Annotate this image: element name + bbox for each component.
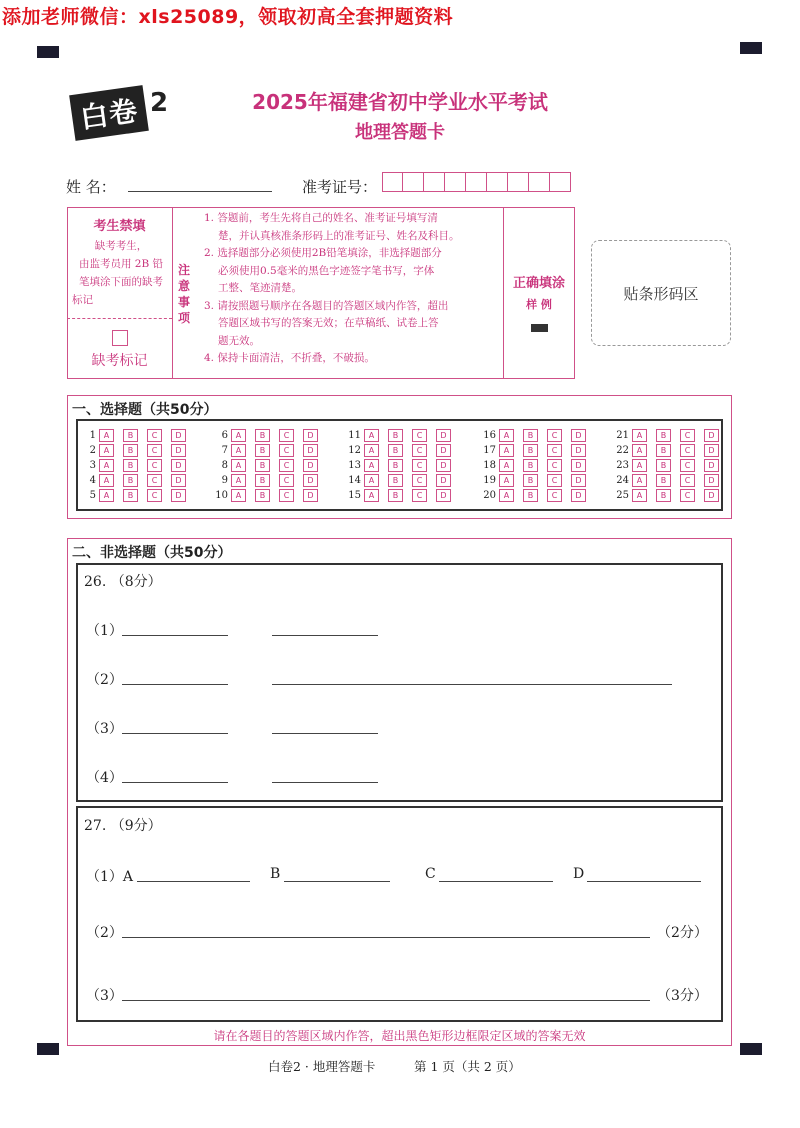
choice-row [214, 488, 327, 503]
q27-part-label: （2） [86, 925, 123, 941]
option-bubble[interactable]: B [388, 429, 403, 442]
question-number: 10 [215, 490, 228, 501]
option-bubble[interactable]: D [704, 429, 719, 442]
question-number: 24 [616, 475, 629, 486]
choice-row [482, 488, 595, 503]
forbidden-desc: 缺考考生， 由监考员用 2B 铅 笔填涂下面的缺考 标记 [72, 240, 164, 306]
option-bubble[interactable]: D [436, 459, 451, 472]
q26-part-label: （4） [86, 770, 123, 786]
answer-line[interactable] [272, 767, 378, 783]
option-bubble[interactable]: A [231, 429, 246, 442]
option-bubble[interactable]: A [499, 429, 514, 442]
choice-row [615, 428, 728, 443]
choice-row [82, 488, 195, 503]
option-bubble[interactable]: B [255, 474, 270, 487]
option-bubble[interactable]: B [656, 429, 671, 442]
option-bubble[interactable]: C [547, 429, 562, 442]
corner-mark [740, 1043, 762, 1055]
option-bubble[interactable]: C [680, 459, 695, 472]
option-bubble[interactable]: A [364, 459, 379, 472]
option-bubble[interactable]: B [523, 489, 538, 502]
option-bubble[interactable]: D [571, 474, 586, 487]
option-bubble[interactable]: C [279, 429, 294, 442]
question-number: 12 [348, 445, 361, 456]
sample-title: 正确填涂 [512, 276, 565, 291]
divider [172, 207, 173, 379]
choice-row [347, 488, 460, 503]
answer-line[interactable] [587, 866, 701, 882]
option-bubble[interactable]: A [99, 474, 114, 487]
option-bubble[interactable]: A [99, 429, 114, 442]
question-number: 21 [616, 430, 629, 441]
promo-banner: 添加老师微信：xls25089，领取初高全套押题资料 [2, 6, 454, 28]
option-bubble[interactable]: D [571, 489, 586, 502]
option-bubble[interactable]: C [412, 429, 427, 442]
option-bubble[interactable]: D [303, 444, 318, 457]
choice-row [615, 443, 728, 458]
section-nonchoice-title: 二、非选择题（共50分） [72, 545, 232, 561]
question-number: 20 [483, 490, 496, 501]
answer-line[interactable] [439, 866, 553, 882]
option-bubble[interactable]: C [680, 429, 695, 442]
option-bubble[interactable]: A [99, 459, 114, 472]
paper-logo-number: 2 [150, 88, 169, 118]
choice-row [214, 443, 327, 458]
question-number: 11 [348, 430, 361, 441]
option-bubble[interactable]: B [255, 489, 270, 502]
section-choice-title: 一、选择题（共50分） [72, 402, 218, 418]
choice-row [82, 473, 195, 488]
id-number-boxes[interactable] [382, 172, 571, 192]
option-bubble[interactable]: A [364, 429, 379, 442]
option-bubble[interactable]: C [147, 459, 162, 472]
question-number: 17 [483, 445, 496, 456]
name-field[interactable] [128, 176, 272, 192]
option-bubble[interactable]: C [547, 444, 562, 457]
q26-part-label: （2） [86, 672, 123, 688]
notice-label: 注 意 事 项 [178, 263, 191, 325]
option-bubble[interactable]: C [279, 459, 294, 472]
footer-left: 白卷2 · 地理答题卡 [268, 1059, 376, 1074]
option-bubble[interactable]: D [303, 489, 318, 502]
exam-title: 2025年福建省初中学业水平考试 [252, 90, 548, 114]
option-bubble[interactable]: B [656, 444, 671, 457]
q27-c-label: C [425, 866, 436, 882]
option-bubble[interactable]: B [255, 459, 270, 472]
option-bubble[interactable]: A [231, 474, 246, 487]
choice-row [214, 458, 327, 473]
choice-row [615, 458, 728, 473]
question-number: 7 [221, 445, 228, 456]
option-bubble[interactable]: B [388, 474, 403, 487]
choice-row [214, 473, 327, 488]
option-bubble[interactable]: C [680, 489, 695, 502]
option-bubble[interactable]: A [99, 489, 114, 502]
choice-row [615, 473, 728, 488]
paper-logo: 白卷 [69, 85, 149, 141]
choice-row [482, 458, 595, 473]
option-bubble[interactable]: D [436, 474, 451, 487]
q27-header: 27. （9分） [84, 818, 162, 834]
option-bubble[interactable]: B [656, 489, 671, 502]
option-bubble[interactable]: B [656, 459, 671, 472]
question-number: 25 [616, 490, 629, 501]
option-bubble[interactable]: D [303, 459, 318, 472]
q27-d-label: D [573, 866, 585, 882]
option-bubble[interactable]: B [656, 474, 671, 487]
question-number: 13 [348, 460, 361, 471]
option-bubble[interactable]: A [499, 459, 514, 472]
option-bubble[interactable]: B [123, 474, 138, 487]
divider [67, 318, 172, 319]
option-bubble[interactable]: A [364, 444, 379, 457]
option-bubble[interactable]: D [571, 459, 586, 472]
q26-header: 26. （8分） [84, 574, 162, 590]
question-number: 22 [616, 445, 629, 456]
question-number: 9 [221, 475, 228, 486]
option-bubble[interactable]: D [571, 429, 586, 442]
answer-line[interactable] [122, 620, 228, 636]
option-bubble[interactable]: D [704, 444, 719, 457]
choice-row [214, 428, 327, 443]
option-bubble[interactable]: C [680, 444, 695, 457]
sample-sub: 样 例 [526, 298, 552, 311]
question-number: 16 [483, 430, 496, 441]
option-bubble[interactable]: B [123, 489, 138, 502]
q26-part-label: （1） [86, 623, 123, 639]
answer-line[interactable] [137, 866, 250, 882]
footer-page: 第 1 页（共 2 页） [414, 1059, 521, 1074]
answer-line[interactable] [122, 718, 228, 734]
choice-row [482, 443, 595, 458]
corner-mark [37, 1043, 59, 1055]
option-bubble[interactable]: A [364, 489, 379, 502]
q27-b-label: B [270, 866, 281, 882]
q26-part-label: （3） [86, 721, 123, 737]
option-bubble[interactable]: C [147, 474, 162, 487]
option-bubble[interactable]: B [523, 459, 538, 472]
option-bubble[interactable]: A [499, 489, 514, 502]
option-bubble[interactable]: A [99, 444, 114, 457]
question-number: 8 [221, 460, 228, 471]
option-bubble[interactable]: C [412, 489, 427, 502]
answer-line[interactable] [272, 669, 672, 685]
answer-line[interactable] [272, 620, 378, 636]
card-title: 地理答题卡 [355, 122, 445, 143]
option-bubble[interactable]: D [171, 474, 186, 487]
option-bubble[interactable]: A [632, 474, 647, 487]
option-bubble[interactable]: D [171, 444, 186, 457]
id-label: 准考证号： [302, 178, 378, 196]
option-bubble[interactable]: D [303, 474, 318, 487]
option-bubble[interactable]: A [632, 489, 647, 502]
forbidden-title: 考生禁填 [93, 219, 146, 234]
option-bubble[interactable]: A [499, 474, 514, 487]
option-bubble[interactable]: D [303, 429, 318, 442]
option-bubble[interactable]: B [523, 474, 538, 487]
choice-row [482, 473, 595, 488]
option-bubble[interactable]: D [436, 429, 451, 442]
choice-row [347, 443, 460, 458]
option-bubble[interactable]: A [632, 429, 647, 442]
q27-p2-score: （2分） [657, 925, 708, 941]
question-number: 19 [483, 475, 496, 486]
q27-p3-score: （3分） [657, 988, 708, 1004]
option-bubble[interactable]: C [147, 489, 162, 502]
question-number: 15 [348, 490, 361, 501]
answer-line[interactable] [122, 767, 228, 783]
option-bubble[interactable]: D [436, 444, 451, 457]
corner-mark [740, 42, 762, 54]
choice-row [482, 428, 595, 443]
question-number: 6 [221, 430, 228, 441]
option-bubble[interactable]: D [571, 444, 586, 457]
barcode-area: 贴条形码区 [591, 240, 731, 346]
option-bubble[interactable]: C [547, 474, 562, 487]
option-bubble[interactable]: A [231, 459, 246, 472]
option-bubble[interactable]: A [231, 489, 246, 502]
question-number: 23 [616, 460, 629, 471]
question-number: 5 [89, 490, 96, 501]
option-bubble[interactable]: B [523, 429, 538, 442]
option-bubble[interactable]: A [632, 459, 647, 472]
option-bubble[interactable]: A [632, 444, 647, 457]
answer-line[interactable] [122, 985, 650, 1001]
name-label: 姓 名： [66, 178, 116, 196]
choice-row [347, 473, 460, 488]
option-bubble[interactable]: A [499, 444, 514, 457]
option-bubble[interactable]: C [547, 459, 562, 472]
option-bubble[interactable]: D [171, 429, 186, 442]
choice-row [347, 458, 460, 473]
notice-text: 1. 答题前，考生先将自己的姓名、准考证号填写清 楚，并认真核准条形码上的准考证号、姓名及科目。 2. 选择题部分必须使用2B铅笔填涂，非选择题部分 必须使用0.5毫米的黑色字迹签字笔书写，字体 工整、笔迹清楚。 3. 请按照题号顺序在各题目的答题区域内作答，超出 答题区域书写的答案无效；在草稿纸、试卷上答 题无效。 4. 保持卡面清洁，不折叠，不破损。 [204, 212, 460, 364]
option-bubble[interactable]: C [279, 474, 294, 487]
option-bubble[interactable]: C [680, 474, 695, 487]
option-bubble[interactable]: A [364, 474, 379, 487]
answer-line[interactable] [122, 922, 650, 938]
question-number: 18 [483, 460, 496, 471]
answer-line[interactable] [284, 866, 390, 882]
question-number: 1 [89, 430, 96, 441]
option-bubble[interactable]: B [388, 459, 403, 472]
question-number: 4 [89, 475, 96, 486]
option-bubble[interactable]: C [412, 444, 427, 457]
choice-row [82, 428, 195, 443]
option-bubble[interactable]: C [147, 444, 162, 457]
option-bubble[interactable]: B [255, 429, 270, 442]
question-number: 2 [89, 445, 96, 456]
option-bubble[interactable]: C [412, 474, 427, 487]
choice-row [347, 428, 460, 443]
filled-sample-mark [531, 324, 548, 332]
option-bubble[interactable]: A [231, 444, 246, 457]
option-bubble[interactable]: D [704, 459, 719, 472]
absent-mark-label: 缺考标记 [91, 353, 148, 369]
q27-part-label: （3） [86, 988, 123, 1004]
option-bubble[interactable]: B [123, 429, 138, 442]
choice-row [615, 488, 728, 503]
choice-row [82, 443, 195, 458]
option-bubble[interactable]: C [279, 444, 294, 457]
boundary-note: 请在各题目的答题区域内作答，超出黑色矩形边框限定区域的答案无效 [213, 1029, 586, 1043]
option-bubble[interactable]: C [547, 489, 562, 502]
absent-checkbox[interactable] [112, 330, 128, 346]
corner-mark [37, 46, 59, 58]
option-bubble[interactable]: B [388, 444, 403, 457]
answer-line[interactable] [272, 718, 378, 734]
option-bubble[interactable]: B [123, 459, 138, 472]
question-number: 3 [89, 460, 96, 471]
option-bubble[interactable]: C [279, 489, 294, 502]
option-bubble[interactable]: D [171, 489, 186, 502]
option-bubble[interactable]: D [436, 489, 451, 502]
option-bubble[interactable]: C [412, 459, 427, 472]
question-number: 14 [348, 475, 361, 486]
option-bubble[interactable]: B [123, 444, 138, 457]
answer-line[interactable] [122, 669, 228, 685]
q27-part-label: （1）A [86, 869, 134, 885]
option-bubble[interactable]: D [171, 459, 186, 472]
option-bubble[interactable]: B [255, 444, 270, 457]
option-bubble[interactable]: B [388, 489, 403, 502]
divider [503, 207, 504, 379]
option-bubble[interactable]: C [147, 429, 162, 442]
option-bubble[interactable]: B [523, 444, 538, 457]
option-bubble[interactable]: D [704, 474, 719, 487]
choice-row [82, 458, 195, 473]
option-bubble[interactable]: D [704, 489, 719, 502]
